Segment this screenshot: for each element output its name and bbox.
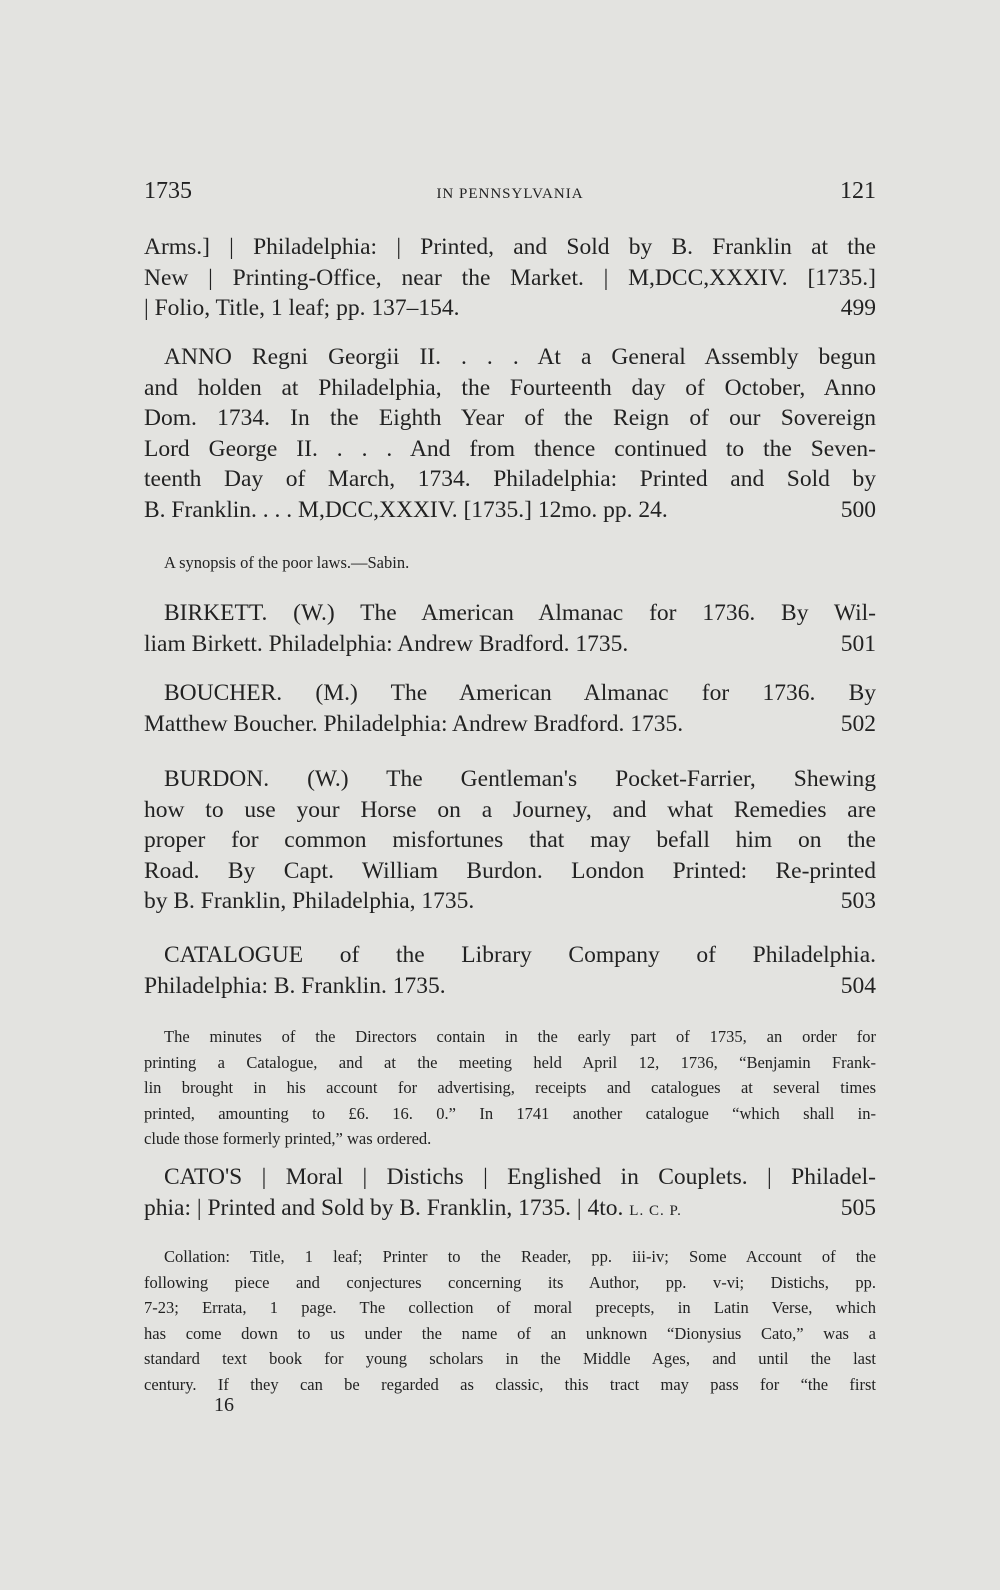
entry-line: how to use your Horse on a Journey, and what Remedies are — [144, 796, 876, 823]
entry-line-text: B. Franklin. . . . M,DCC,XXXIV. [1735.] 12mo. pp. 24. — [144, 496, 668, 523]
note-505 — [144, 1244, 876, 1397]
entry-number: 501 — [840, 630, 876, 657]
note-line: printing a Catalogue, and at the meeting held April 12, 1736, “Benjamin Frank- — [144, 1052, 876, 1072]
entry-line-text: liam Birkett. Philadelphia: Andrew Bradford. 1735. — [144, 630, 629, 657]
note-line: following piece and conjectures concerning its Author, pp. v-vi; Distichs, pp. — [144, 1272, 876, 1292]
entry-number: 504 — [840, 972, 876, 999]
entry-501 — [144, 598, 876, 659]
entry-line — [144, 293, 876, 324]
note-500 — [144, 550, 876, 576]
entry-line: BURDON. (W.) The Gentleman's Pocket-Farrier, Shewing — [164, 766, 876, 792]
entry-line: ANNO Regni Georgii II. . . . At a General Assembly begun — [164, 344, 876, 370]
entry-line — [144, 629, 876, 660]
entry-number: 500 — [840, 496, 876, 523]
entry-line: New | Printing-Office, near the Market. | M,DCC,XXXIV. [1735.] — [144, 264, 876, 291]
entry-number: 499 — [840, 295, 876, 321]
entry-line — [144, 1193, 876, 1227]
entry-line: and holden at Philadelphia, the Fourteenth day of October, Anno — [144, 374, 876, 401]
entry-line-text: | Folio, Title, 1 leaf; pp. 137–154. — [144, 295, 460, 321]
entry-line — [144, 495, 876, 526]
entry-line-text: Matthew Boucher. Philadelphia: Andrew Bradford. 1735. — [144, 710, 684, 737]
header-year: 1735 — [144, 178, 192, 204]
entry-503 — [144, 764, 876, 917]
running-header — [144, 178, 876, 218]
entry-line: Road. By Capt. William Burdon. London Printed: Re-printed — [144, 857, 876, 884]
entry-line: Lord George II. . . . And from thence continued to the Seven- — [144, 435, 876, 462]
entry-499 — [144, 232, 876, 324]
note-line: 7-23; Errata, 1 page. The collection of moral precepts, in Latin Verse, which — [144, 1298, 876, 1317]
note-line: standard text book for young scholars in the Middle Ages, and until the last — [144, 1349, 876, 1368]
entry-502 — [144, 678, 876, 739]
entry-line — [144, 709, 876, 740]
entry-line: BOUCHER. (M.) The American Almanac for 1736. By — [164, 680, 876, 706]
note-line: lin brought in his account for advertising, receipts and catalogues at several times — [144, 1078, 876, 1097]
entry-number: 502 — [840, 710, 876, 737]
entry-line: BIRKETT. (W.) The American Almanac for 1736. By Wil- — [164, 600, 876, 626]
entry-line: CATO'S | Moral | Distichs | Englished in Couplets. | Philadel- — [164, 1164, 876, 1190]
entry-number: 503 — [840, 888, 876, 914]
note-text: A synopsis of the poor laws.—Sabin. — [164, 553, 410, 572]
note-line: Collation: Title, 1 leaf; Printer to the Reader, pp. iii-iv; Some Account of the — [164, 1247, 876, 1266]
entry-line-text: Philadelphia: B. Franklin. 1735. — [144, 972, 446, 999]
entry-line: proper for common misfortunes that may befall him on the — [144, 827, 876, 853]
signature-mark: 16 — [214, 1394, 234, 1416]
entry-line-text: by B. Franklin, Philadelphia, 1735. — [144, 888, 475, 914]
note-line: century. If they can be regarded as classic, this tract may pass for “the first — [144, 1374, 876, 1394]
entry-line: Dom. 1734. In the Eighth Year of the Reign of our Sovereign — [144, 405, 876, 431]
entry-line: CATALOGUE of the Library Company of Philadelphia. — [164, 942, 876, 968]
note-line: printed, amounting to £6. 16. 0.” In 1741 another catalogue “which shall in- — [144, 1103, 876, 1123]
entry-line — [144, 971, 876, 1002]
entry-line: teenth Day of March, 1734. Philadelphia: Printed and Sold by — [144, 466, 876, 492]
page-number: 121 — [840, 178, 876, 204]
location-symbols: L. C. P. — [629, 1202, 682, 1219]
running-title: IN PENNSYLVANIA — [436, 186, 584, 202]
entry-line — [144, 886, 876, 917]
entry-line: Arms.] | Philadelphia: | Printed, and Sold by B. Franklin at the — [144, 234, 876, 260]
entry-number: 505 — [840, 1194, 876, 1221]
note-line: clude those formerly printed,” was ordered. — [144, 1129, 432, 1148]
entry-505 — [144, 1162, 876, 1226]
note-line: The minutes of the Directors contain in the early part of 1735, an order for — [164, 1027, 876, 1046]
entry-504 — [144, 940, 876, 1001]
entry-line-text: phia: | Printed and Sold by B. Franklin, 1735. | 4to. — [144, 1194, 624, 1221]
note-504 — [144, 1024, 876, 1152]
entry-500 — [144, 342, 876, 525]
note-line: has come down to us under the name of an unknown “Dionysius Cato,” was a — [144, 1323, 876, 1343]
